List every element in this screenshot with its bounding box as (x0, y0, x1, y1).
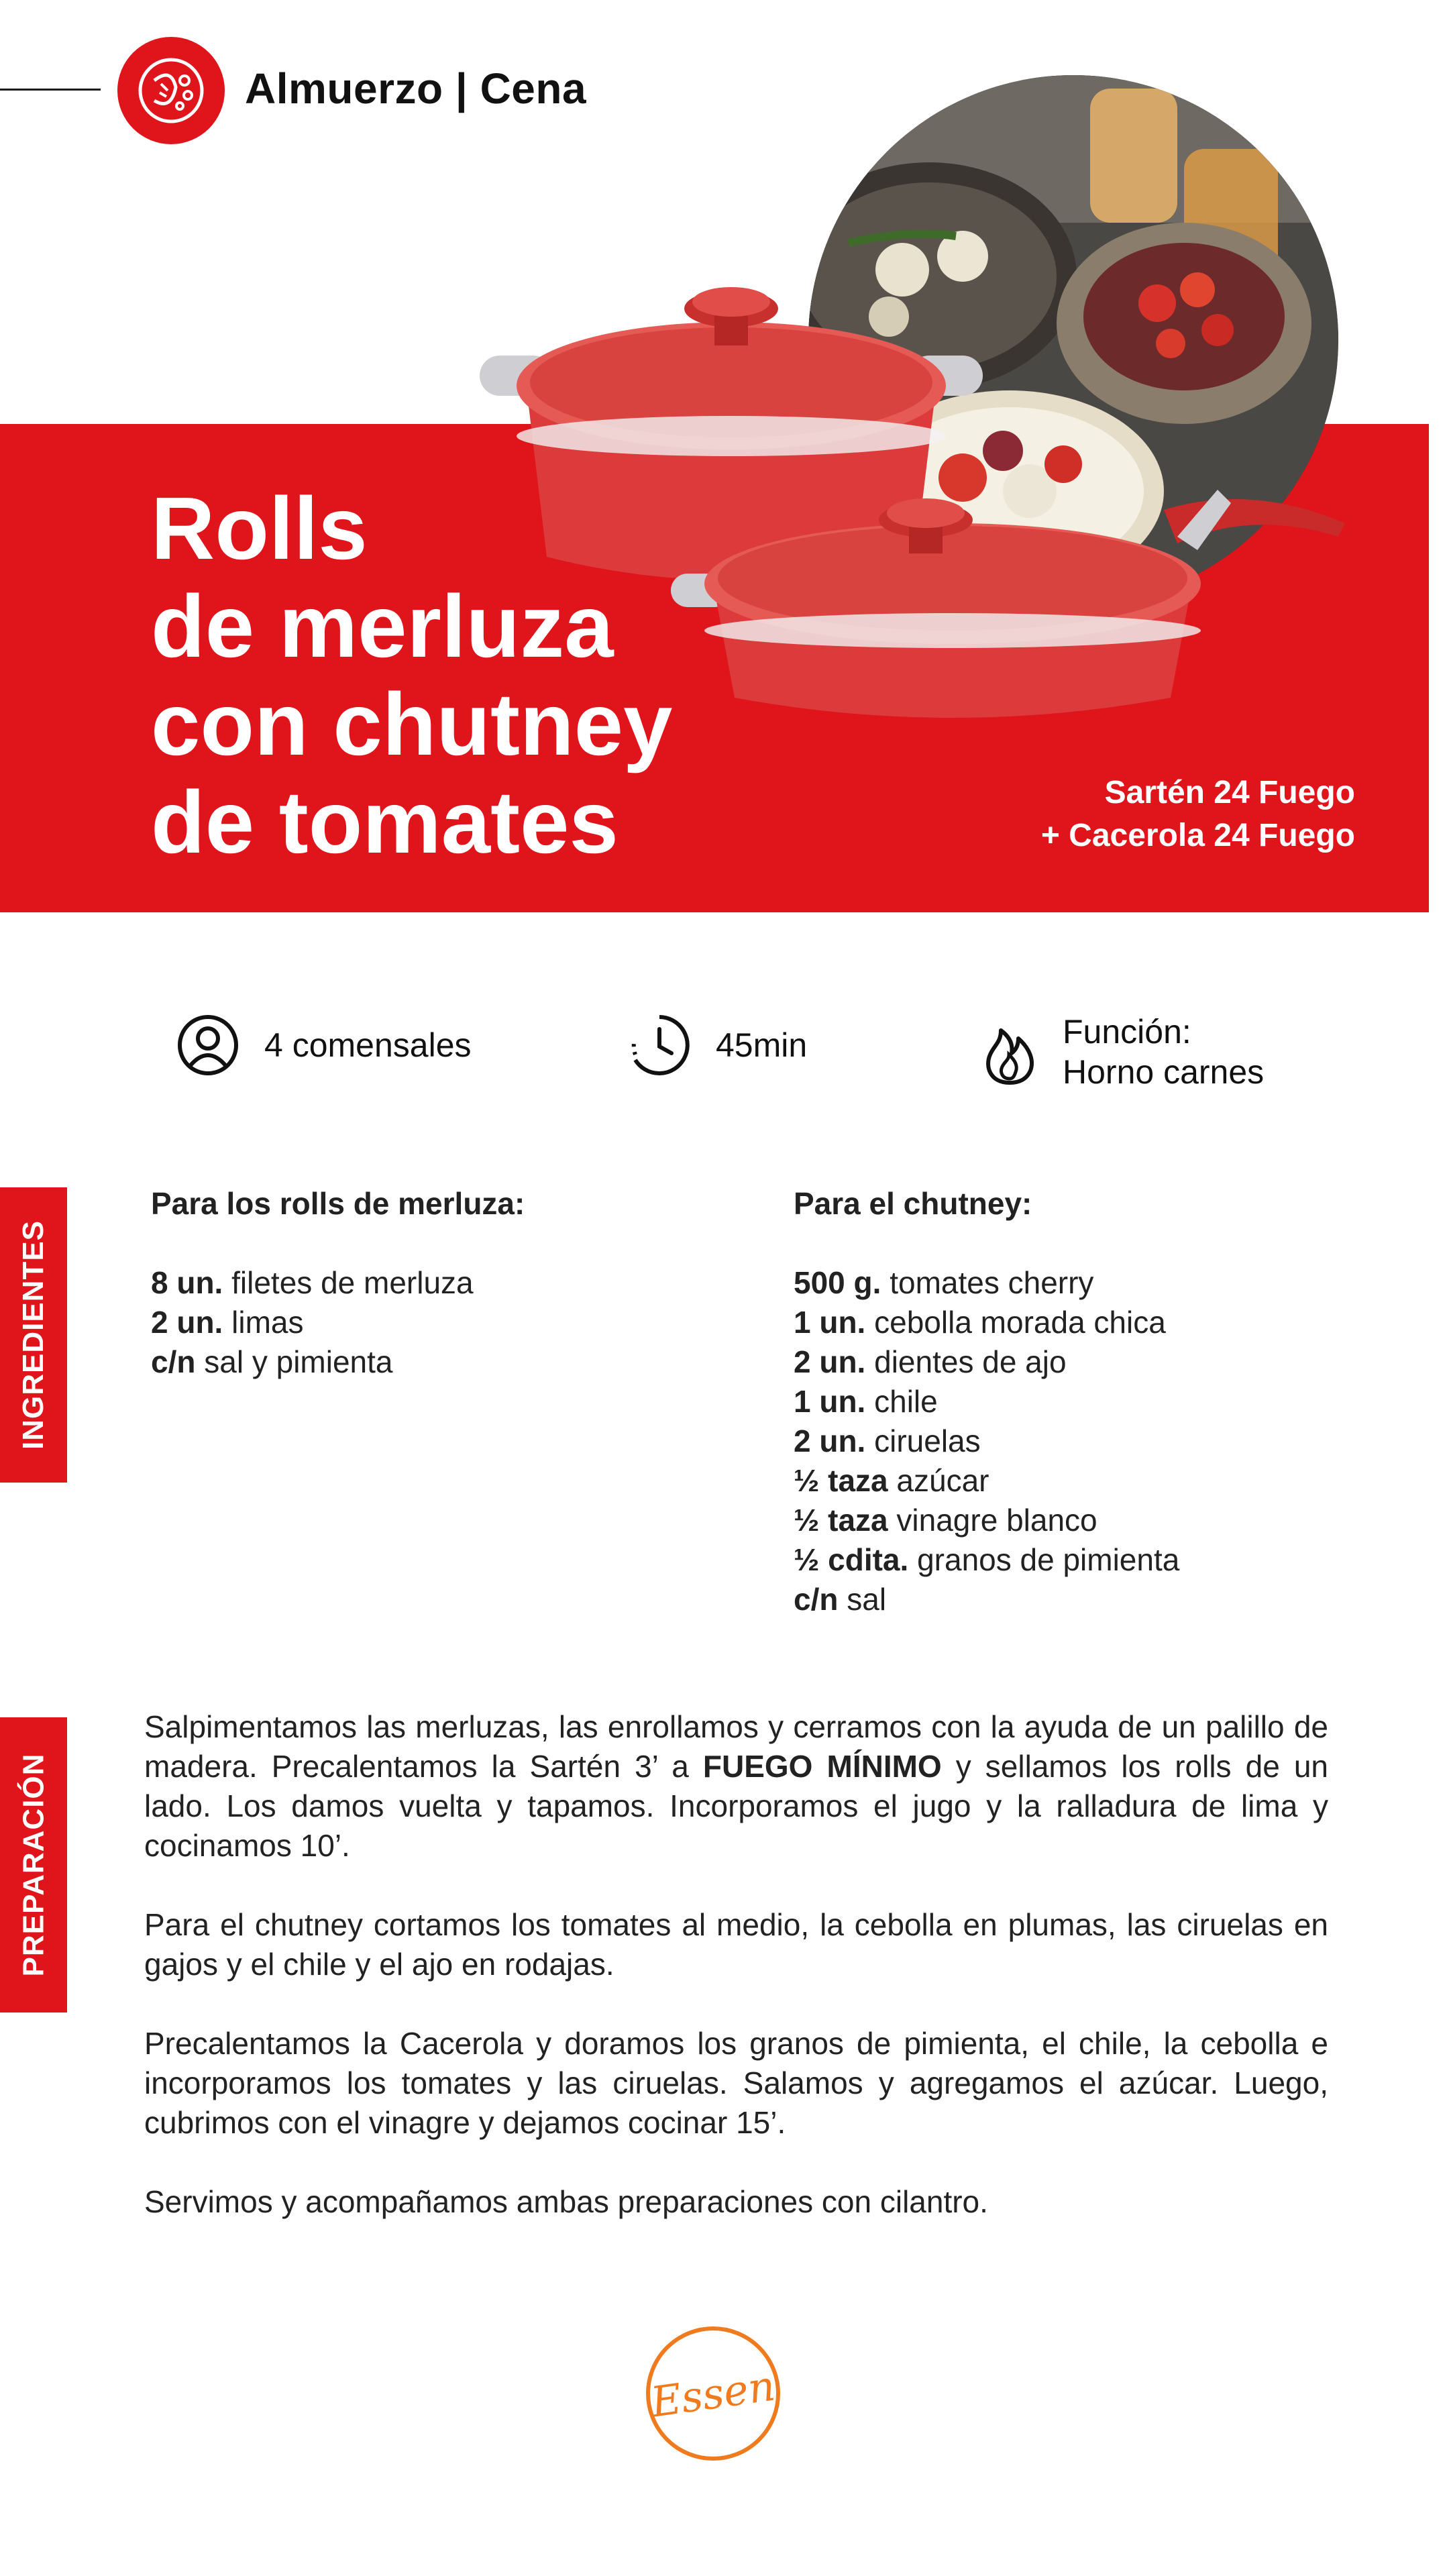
clock-icon (627, 1013, 692, 1077)
prep-paragraph-4: Servimos y acompañamos ambas preparaciones con cilantro. (144, 2184, 988, 2219)
brand-name: Essen (648, 2360, 778, 2427)
function-info (981, 1012, 1264, 1092)
header-divider (0, 89, 101, 91)
chutney-heading: Para el chutney: (794, 1186, 1032, 1221)
ingredient-item: ½ taza azúcar (794, 1463, 989, 1498)
preparation-tab (0, 1717, 67, 2012)
recipe-plate-icon (134, 54, 208, 127)
function-value: Horno carnes (1063, 1053, 1265, 1091)
time-text: 45min (716, 1026, 808, 1064)
title-line-1: Rolls (151, 479, 368, 578)
ingredients-tab (0, 1187, 67, 1483)
prep-paragraph-3: Precalentamos la Cacerola y doramos los granos de pimienta, el chile, la cebolla e incorporamos los tomates y las ciruelas. Salamos y agregamos el azúcar. Luego, cubrimos con el vinagre y dejamos cocinar 15’. (144, 2026, 1328, 2140)
recipe-category-logo (117, 37, 225, 144)
title-line-3: con chutney (151, 675, 673, 773)
servings-info (176, 1013, 472, 1077)
ingredient-item: ½ cdita. granos de pimienta (794, 1542, 1180, 1577)
recipe-category: Almuerzo | Cena (245, 64, 587, 113)
ingredient-item: 500 g. tomates cherry (794, 1265, 1094, 1300)
servings-text: 4 comensales (264, 1026, 472, 1064)
cookware-line-2: + Cacerola 24 Fuego (1040, 818, 1355, 853)
chutney-ingredients (794, 1184, 1179, 1619)
function-label: Función: (1063, 1013, 1191, 1051)
cookware-line-1: Sartén 24 Fuego (1104, 775, 1355, 810)
preparation-tab-label: PREPARACIÓN (17, 1753, 50, 1977)
ingredients-tab-label: INGREDIENTES (17, 1220, 50, 1450)
prep-paragraph-1: Salpimentamos las merluzas, las enrollamos y cerramos con la ayuda de un palillo de madera. Precalentamos la Sartén 3’ a FUEGO MÍNIMO y sellamos los rolls de un lado. Los damos vuelta y tapamos. Incorporamos el jugo y la ralladura de lima y cocinamos 10’. (144, 1709, 1328, 1863)
preparation-steps (144, 1707, 1328, 2261)
ingredient-item: ½ taza vinagre blanco (794, 1503, 1097, 1538)
ingredient-item: c/n sal y pimienta (151, 1344, 393, 1379)
cookware-list (1041, 771, 1355, 857)
ingredient-item: 1 un. cebolla morada chica (794, 1305, 1166, 1340)
title-line-2: de merluza (151, 577, 614, 676)
rolls-heading: Para los rolls de merluza: (151, 1186, 525, 1221)
title-line-4: de tomates (151, 773, 619, 871)
person-icon (176, 1013, 240, 1077)
essen-logo (646, 2326, 780, 2461)
ingredient-item: c/n sal (794, 1582, 887, 1617)
ingredient-item: 8 un. filetes de merluza (151, 1265, 474, 1300)
prep-paragraph-2: Para el chutney cortamos los tomates al medio, la cebolla en plumas, las ciruelas en gajos y el chile y el ajo en rodajas. (144, 1907, 1328, 1982)
flame-icon (981, 1018, 1038, 1085)
ingredient-item: 1 un. chile (794, 1384, 938, 1419)
rolls-ingredients (151, 1184, 525, 1382)
recipe-title (151, 480, 755, 871)
time-info (627, 1013, 807, 1077)
function-text (1063, 1012, 1264, 1092)
ingredient-item: 2 un. dientes de ajo (794, 1344, 1067, 1379)
ingredient-item: 2 un. limas (151, 1305, 304, 1340)
ingredient-item: 2 un. ciruelas (794, 1424, 981, 1458)
